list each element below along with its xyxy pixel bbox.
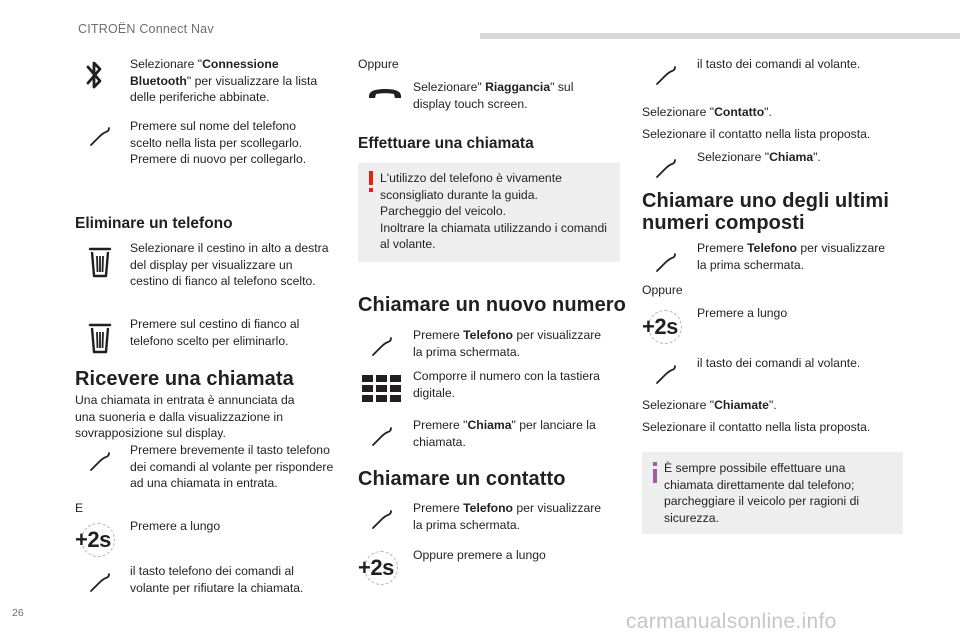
watermark: carmanualsonline.info [626,610,837,633]
wheel-key-instruction: il tasto dei comandi al volante. [697,57,861,71]
answer-call-instruction: Premere brevemente il tasto telefono dei comandi al volante per rispondere ad una chiamata in entrata. [130,443,334,490]
conjunction-e: E [75,501,84,515]
info-box [642,452,903,534]
tap-icon [654,250,678,274]
oppure-label: Oppure [358,57,399,71]
info-text: È sempre possibile effettuare una chiamata direttamente dal telefono; parcheggiare il veicolo per ragioni di sicurezza. [664,461,860,525]
trash-select-instruction: Selezionare il cestino in alto a destra del display per visualizzare un cestino di fianco al telefono scelto. [130,241,329,288]
recent-long-press-label: Premere a lungo [697,306,788,320]
recent-calls-heading: Chiamare uno degli ultimi numeri composti [642,190,889,234]
header-title: CITROËN Connect Nav [78,22,214,36]
warning-box [358,163,620,262]
long-press-2s-icon: +2s [642,310,686,344]
tap-icon [654,156,678,180]
new-number-phone-instruction: Premere Telefono per visualizzare la prima schermata. [413,328,602,359]
tap-icon [370,424,394,448]
info-icon [653,462,657,483]
trash-icon [88,246,112,278]
tap-icon [88,124,112,148]
tap-icon [370,507,394,531]
make-call-heading: Effettuare una chiamata [358,135,534,152]
bluetooth-icon [84,57,104,93]
new-number-heading: Chiamare un nuovo numero [358,294,626,316]
warning-exclamation-icon [369,171,373,192]
hang-up-instruction: Selezionare" Riaggancia" sul display touch screen. [413,80,574,111]
tap-icon [88,449,112,473]
oppure-label: Oppure [642,283,683,297]
tap-icon [370,334,394,358]
keypad-icon [362,375,402,403]
long-press-2s-icon: +2s [358,551,402,585]
call-button-instruction: Premere "Chiama" per lanciare la chiamata. [413,418,596,449]
long-press-label: Premere a lungo [130,519,221,533]
recent-wheel-key-instruction: il tasto dei comandi al volante. [697,356,861,370]
tap-icon [654,362,678,386]
select-contact-list-instruction: Selezionare il contatto nella lista proposta. [642,127,871,141]
contact-phone-instruction: Premere Telefono per visualizzare la prima schermata. [413,501,602,532]
header-rule [480,33,960,39]
select-contact-instruction: Selezionare "Contatto". [642,105,772,119]
bluetooth-instruction: Selezionare "Connessione Bluetooth" per visualizzare la lista delle periferiche abbinate. [130,57,318,104]
reject-call-instruction: il tasto telefono dei comandi al volante per rifiutare la chiamata. [130,564,304,595]
long-press-2s-icon: +2s [75,523,119,557]
keypad-instruction: Comporre il numero con la tastiera digitale. [413,369,600,400]
recent-phone-instruction: Premere Telefono per visualizzare la prima schermata. [697,241,886,272]
receive-call-description: Una chiamata in entrata è annunciata da una suoneria e dalla visualizzazione in sovrapposizione sul display. [75,393,295,440]
delete-phone-heading: Eliminare un telefono [75,215,233,232]
select-calls-list-instruction: Selezionare il contatto nella lista proposta. [642,420,871,434]
page-header [0,0,960,44]
contact-long-press-label: Oppure premere a lungo [413,548,546,562]
contact-heading: Chiamare un contatto [358,468,566,490]
hang-up-icon [367,86,403,100]
page-number: 26 [12,607,24,619]
disconnect-instruction: Premere sul nome del telefono scelto nella lista per scollegarlo. Premere di nuovo per collegarlo. [130,119,307,166]
select-chiama-instruction: Selezionare "Chiama". [697,150,821,164]
tap-icon [654,63,678,87]
select-calls-instruction: Selezionare "Chiamate". [642,398,777,412]
trash-delete-instruction: Premere sul cestino di fianco al telefono scelto per eliminarlo. [130,317,300,348]
trash-icon [88,322,112,354]
tap-icon [88,570,112,594]
receive-call-heading: Ricevere una chiamata [75,368,294,390]
warning-text: L'utilizzo del telefono è vivamente sconsigliato durante la guida. Parcheggio del veicolo. Inoltrare la chiamata utilizzando i comandi al volante. [380,171,607,251]
